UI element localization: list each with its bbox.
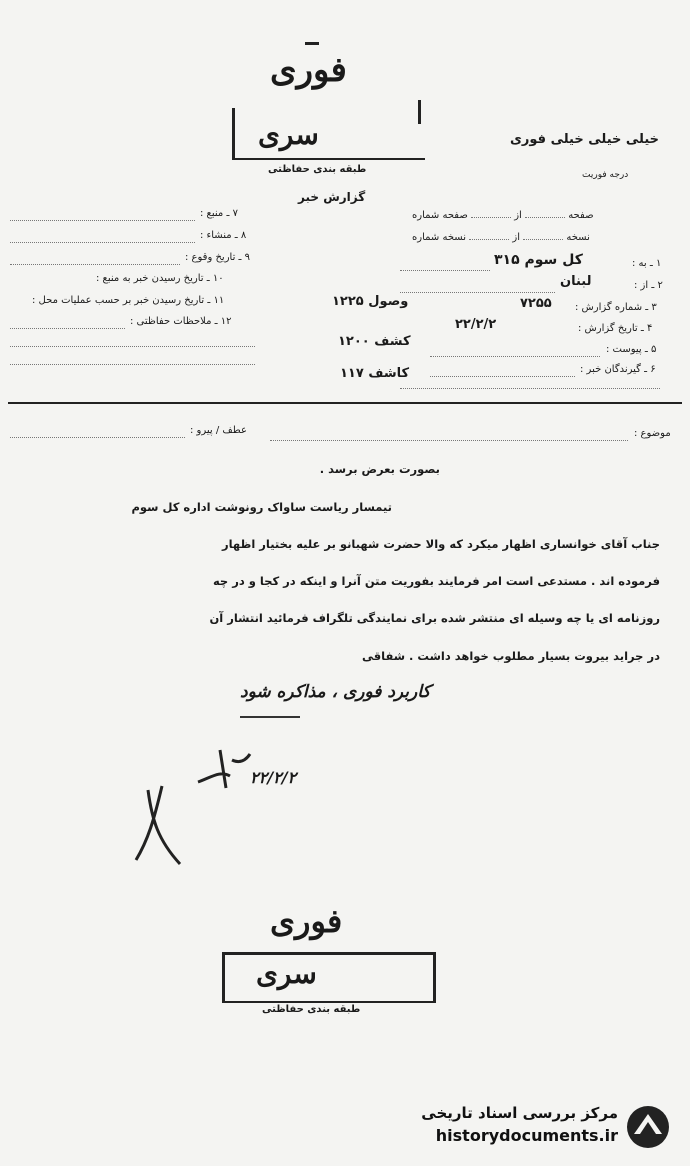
receipt-number: وصول ۱۲۲۵	[332, 294, 409, 309]
field-2-from-label: ۲ ـ از :	[634, 280, 663, 291]
body-line-1: تیمسار ریاست ساواک رونوشت اداره کل سوم	[131, 500, 392, 514]
field-12-notes: ۱۲ ـ ملاحظات حفاظتی :	[130, 316, 232, 327]
secret-stamp-top-text: سری	[258, 118, 319, 151]
field-extra-line	[400, 388, 660, 389]
field-7-line	[10, 220, 195, 221]
field-12-line-c	[10, 364, 255, 365]
watermark	[400, 1102, 680, 1152]
body-line-5: در جراید بیروت بسیار مطلوب خواهد داشت . شفاقی	[361, 649, 660, 663]
secret-stamp-top-right-edge	[418, 100, 421, 124]
field-6-line	[430, 376, 575, 377]
priority-text: خیلی خیلی خیلی فوری	[510, 132, 660, 147]
page-unit: صفحه	[568, 210, 594, 221]
classification-label-bottom: طبقه بندی حفاظتی	[262, 1004, 361, 1015]
body-salutation: بصورت بعرض برسد .	[319, 462, 440, 476]
priority-label: درجه فوریت	[582, 170, 629, 180]
watermark-org: مرکز بررسی اسناد تاریخی	[421, 1104, 618, 1122]
handwritten-note: کاربرد فوری ، مذاکره شود	[240, 682, 431, 702]
field-4-report-date-label: ۴ ـ تاریخ گزارش :	[578, 323, 653, 334]
subject-line	[270, 440, 628, 441]
field-copy-no	[412, 232, 590, 243]
handwritten-initials	[190, 740, 260, 800]
field-12-line-b	[10, 346, 255, 347]
copy-no-label: نسخه شماره	[412, 232, 466, 243]
body-line-3: فرموده اند . مستدعی است امر فرمایند بفوریت متن آنرا و اینکه در کجا و در چه	[212, 574, 660, 588]
page-of: از	[514, 210, 522, 221]
body-line-2: جناب آقای خوانساری اظهار میکرد که والا حضرت شهبانو بر علیه بختیار اظهار	[221, 537, 660, 551]
handwritten-date: ۲۲/۲/۲	[250, 768, 297, 787]
stamp-tick-mark	[305, 42, 319, 45]
field-8-line	[10, 242, 195, 243]
handwritten-note-underline	[240, 716, 300, 718]
field-8-origin: ۸ ـ منشاء :	[200, 230, 247, 241]
classification-label-top: طبقه بندی حفاظتی	[268, 164, 367, 175]
urgent-stamp-top	[270, 50, 347, 90]
field-1-to-label: ۱ ـ به :	[632, 258, 662, 269]
secret-stamp-bottom	[222, 952, 436, 1003]
field-1-to-value: کل سوم ۳۱۵	[494, 252, 583, 268]
field-12-line-a	[10, 328, 125, 329]
field-1-line	[400, 270, 490, 271]
field-3-report-no-value: ۷۲۵۵	[520, 296, 552, 311]
watermark-url: historydocuments.ir	[435, 1126, 618, 1145]
kashf-1200: کشف ۱۲۰۰	[338, 334, 411, 349]
ref-line	[10, 437, 185, 438]
ref-label: عطف / پیرو :	[190, 425, 247, 436]
field-5-line	[430, 356, 600, 357]
subject-label: موضوع :	[634, 428, 671, 439]
copy-of: از	[512, 232, 520, 243]
body-line-4: روزنامه ای یا چه وسیله ای منتشر شده برای نمایندگی تلگراف فرمائید انتشار آن	[209, 611, 660, 625]
field-4-report-date-value: ۲۲/۲/۲	[455, 317, 497, 332]
secret-stamp-bottom-text: سری	[256, 957, 317, 990]
field-page-no	[412, 210, 594, 221]
field-2-from-value: لبنان	[560, 274, 592, 289]
header-divider	[8, 402, 682, 404]
kashf-117: کاشف ۱۱۷	[340, 366, 410, 381]
field-5-attachment-label: ۵ ـ پیوست :	[606, 344, 657, 355]
field-9-event-date: ۹ ـ تاریخ وقوع :	[185, 252, 251, 263]
urgent-stamp-text: فوری	[270, 50, 347, 90]
field-3-report-no-label: ۳ ـ شماره گزارش :	[575, 302, 657, 313]
watermark-logo-icon	[624, 1104, 672, 1150]
copy-unit: نسخه	[566, 232, 590, 243]
handwritten-cross-mark	[118, 780, 198, 870]
field-2-line	[400, 292, 555, 293]
field-6-recipients-label: ۶ ـ گیرندگان خبر :	[580, 364, 656, 375]
field-10-date-to-source: ۱۰ ـ تاریخ رسیدن خبر به منبع :	[96, 273, 224, 284]
report-title: گزارش خبر	[298, 190, 366, 204]
field-11-date-received: ۱۱ ـ تاریخ رسیدن خبر بر حسب عملیات محل :	[32, 295, 225, 306]
urgent-stamp-bottom: فوری	[270, 902, 343, 940]
field-7-source: ۷ ـ منبع :	[200, 208, 238, 219]
field-9-line	[10, 264, 180, 265]
page-no-label: صفحه شماره	[412, 210, 468, 221]
